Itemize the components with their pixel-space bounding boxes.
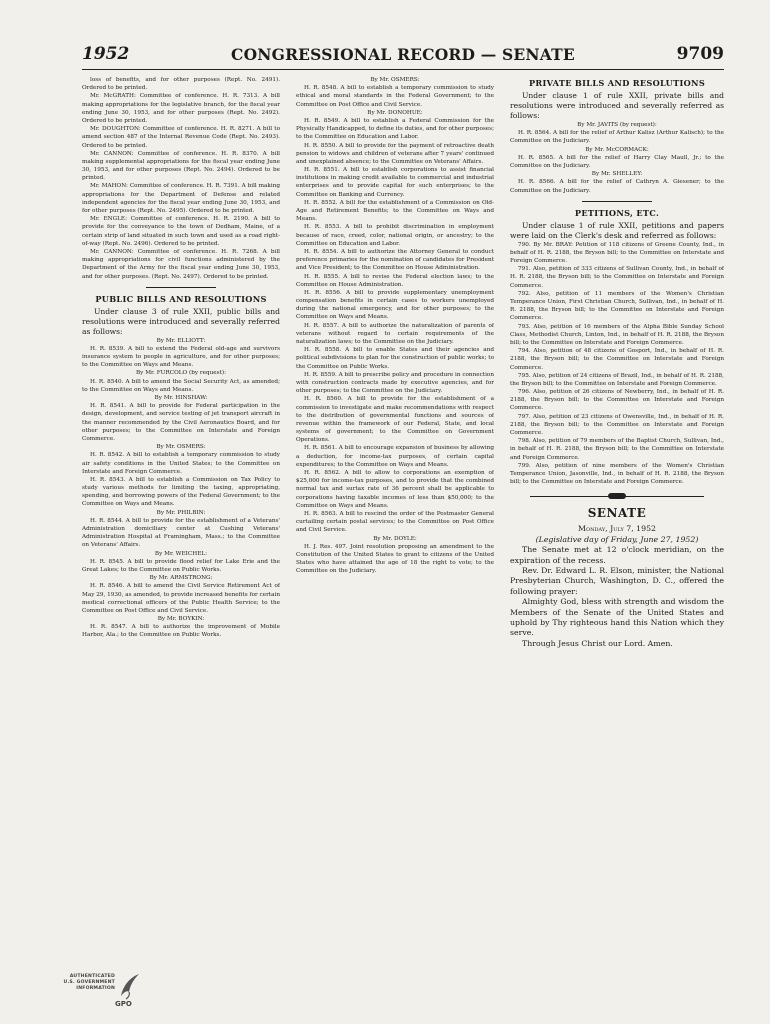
section-heading: SENATE bbox=[587, 506, 647, 521]
paragraph: 795. Also, petition of 24 citizens of Brazil, Ind., in behalf of H. R. 2188, the Bryson bill; to the Committee on Interstate and Foreign Commerce. bbox=[510, 372, 724, 387]
paragraph: H. R. 8551. A bill to establish corporations to assist financial institutions in making credit available to commercial and industrial enterprises and to provide capital for such enterprises; to the Committee on Banking and Currency. bbox=[296, 167, 494, 198]
paragraph: H. R. 8541. A bill to provide for Federal participation in the design, development, and service testing of jet transport aircraft in the manner recommended by the Civil Aeronautics Board, and for other purposes; to the Committee on Interstate and Foreign Commerce. bbox=[82, 403, 280, 442]
paragraph: H. R. 8539. A bill to extend the Federal old-age and survivors insurance system to people in agriculture, and for other purposes; to the Committee on Ways and Means. bbox=[82, 345, 280, 369]
paragraph: H. R. 8554. A bill to authorize the Attorney General to conduct preference primaries for the nomination of candidates for President and Vice President; to the Committee on House Administration. bbox=[296, 248, 494, 272]
section-heading: PETITIONS, ETC. bbox=[574, 207, 660, 218]
intro-paragraph: Under clause 1 of rule XXII, private bills and resolutions were introduced and severally referred as follows: bbox=[510, 91, 724, 120]
paragraph: The Senate met at 12 o'clock meridian, on the expiration of the recess. bbox=[510, 545, 724, 565]
sponsor-line: By Mr. OSMERS: bbox=[156, 444, 206, 451]
paragraph: Mr. ENGLE: Committee of conference. H. R. 2190. A bill to provide for the conveyance to the town of Dedham, Maine, of a certain strip of land situated in such town and used as a road right-of-way (Rept. No. 2496). Ordered to be printed. bbox=[82, 216, 280, 247]
column-left bbox=[82, 76, 280, 976]
paragraph: H. R. 8566. A bill for the relief of Cathryn A. Giesener; to the Committee on the Judiciary. bbox=[510, 179, 724, 194]
paragraph: H. R. 8544. A bill to provide for the establishment of a Veterans' Administration domiciliary center at Cushing Veterans' Administration Hospital at Framingham, Mass.; to the Committee on Veterans' Affairs. bbox=[82, 517, 280, 549]
paragraph: H. R. 8542. A bill to establish a temporary commission to study air safety conditions in the United States; to the Committee on Interstate and Foreign Commerce. bbox=[82, 452, 280, 475]
paragraph: H. R. 8563. A bill to rescind the order of the Postmaster General curtailing certain postal services; to the Committee on Post Office and Civil Service. bbox=[296, 510, 494, 534]
paragraph: H. R. 8545. A bill to provide flood relief for Lake Erie and the Great Lakes; to the Committee on Public Works. bbox=[82, 558, 280, 573]
eagle-icon bbox=[117, 972, 141, 1000]
paragraph: 792. Also, petition of 11 members of the Women's Christian Temperance Union, First Christian Church, Sullivan, Ind., in behalf of H. R. 2188, the Bryson bill; to the Committee on Interstate and Foreign Commerce. bbox=[510, 290, 724, 322]
paragraph: H. R. 8540. A bill to amend the Social Security Act, as amended; to the Committee on Ways and Means. bbox=[82, 378, 280, 393]
paragraph: H. R. 8543. A bill to establish a Commission on Tax Policy to study various methods for limiting the taxing, appropriating, spending, and borrowing powers of the Federal Government; to the Committee on Ways and Means. bbox=[82, 476, 280, 508]
gpo-authentication-logo bbox=[57, 972, 143, 1012]
paragraph: H. R. 8559. A bill to prescribe policy and procedure in connection with construction contracts made by executive agencies, and for other purposes; to the Committee on the Judiciary. bbox=[296, 371, 494, 395]
paragraph: H. R. 8548. A bill to establish a temporary commission to study ethical and moral standards in the Federal Government; to the Committee on Post Office and Civil Service. bbox=[296, 85, 494, 108]
paragraph: H. R. 8561. A bill to encourage expansion of business by allowing a deduction, for income-tax purposes, of certain capital expenditures; to the Committee on Ways and Means. bbox=[296, 445, 494, 468]
paragraph: 797. Also, petition of 23 citizens of Owensville, Ind., in behalf of H. R. 2188, the Bryson bill; to the Committee on Interstate and Foreign Commerce. bbox=[510, 413, 724, 436]
paragraph: Rev. Dr. Edward L. R. Elson, minister, the National Presbyterian Church, Washington, D. C., offered the following prayer: bbox=[510, 565, 724, 596]
paragraph: H. R. 8560. A bill to provide for the establishment of a commission to investigate and make recommendations with respect to the distribution of governmental functions and sources of revenue within the framework of our Federal, State, and local systems of government; to the Committee on Government Operations. bbox=[296, 396, 494, 444]
paragraph: H. R. 8557. A bill to authorize the naturalization of parents of veterans without regard to certain requirements of the naturalization laws; to the Committee on the Judiciary. bbox=[296, 322, 494, 345]
section-divider bbox=[146, 287, 216, 288]
sponsor-line: By Mr. FURCOLO (by request): bbox=[136, 370, 226, 377]
sponsor-line: By Mr. DOYLE: bbox=[373, 535, 417, 542]
paragraph: H. R. 8552. A bill for the establishment of a Commission on Old-Age and Retirement Benefits; to the Committee on Ways and Means. bbox=[296, 199, 494, 223]
paragraph: loss of benefits, and for other purposes (Rept. No. 2491). Ordered to be printed. bbox=[82, 77, 280, 92]
sponsor-line: By Mr. WEICHEL: bbox=[154, 550, 208, 557]
paragraph: 790. By Mr. BRAY: Petition of 118 citizens of Greene County, Ind., in behalf of H. R. 2188, the Bryson bill; to the Committee on Interstate and Foreign Commerce. bbox=[510, 241, 724, 265]
intro-paragraph: Under clause 1 of rule XXII, petitions and papers were laid on the Clerk's desk and referred as follows: bbox=[510, 220, 724, 240]
paragraph: Monday, July 7, 1952 bbox=[577, 524, 656, 534]
sponsor-line: By Mr. SHELLEY: bbox=[591, 171, 643, 178]
sponsor-line: By Mr. JAVITS (by request): bbox=[577, 122, 657, 128]
paragraph: (Legislative day of Friday, June 27, 1952) bbox=[535, 534, 699, 544]
logo-text: AUTHENTICATED U.S. GOVERNMENT INFORMATION bbox=[63, 974, 115, 991]
paragraph: H. R. 8555. A bill to revise the Federal election laws; to the Committee on House Administration. bbox=[296, 273, 494, 288]
sponsor-line: By Mr. PHILBIN: bbox=[156, 509, 206, 516]
header-year: 1952 bbox=[82, 44, 130, 64]
paragraph: H. R. 8564. A bill for the relief of Arthur Kalisz (Arthur Kalisch); to the Committee on the Judiciary. bbox=[510, 130, 724, 145]
paragraph: 793. Also, petition of 16 members of the Alpha Bible Sunday School Class, Methodist Church, Linton, Ind., in behalf of H. R. 2188, the Bryson bill; to the Committee on Interstate and Foreign Commerce. bbox=[510, 323, 724, 346]
paragraph: H. R. 8565. A bill for the relief of Harry Clay Maull, Jr.; to the Committee on the Judiciary. bbox=[510, 154, 724, 169]
paragraph: Mr. DOUGHTON: Committee of conference. H. R. 8271. A bill to amend section 487 of the Internal Revenue Code (Rept. No. 2493). Ordered to be printed. bbox=[82, 126, 280, 149]
section-divider bbox=[582, 201, 652, 202]
page-header bbox=[82, 44, 724, 68]
section-heading: PUBLIC BILLS AND RESOLUTIONS bbox=[95, 293, 267, 304]
paragraph: H. R. 8553. A bill to prohibit discrimination in employment because of race, creed, color, national origin, or ancestry; to the Committee on Education and Labor. bbox=[296, 224, 494, 247]
paragraph: H. R. 8558. A bill to enable States and their agencies and political subdivisions to plan for the construction of public works; to the Committee on Public Works. bbox=[296, 347, 494, 370]
paragraph: 791. Also, petition of 333 citizens of Sullivan County, Ind., in behalf of H. R. 2188, the Bryson bill; to the Committee on Interstate and Foreign Commerce. bbox=[510, 266, 724, 289]
paragraph: 796. Also, petition of 26 citizens of Newberry, Ind., in behalf of H. R. 2188, the Bryson bill; to the Committee on Interstate and Foreign Commerce. bbox=[510, 389, 724, 412]
sponsor-line: By Mr. HINSHAW: bbox=[154, 395, 208, 401]
logo-agency: GPO bbox=[115, 1000, 132, 1008]
paragraph: 798. Also, petition of 79 members of the Baptist Church, Sullivan, Ind., in behalf of H. R. 2188, the Bryson bill; to the Committee on Interstate and Foreign Commerce. bbox=[510, 438, 724, 461]
paragraph: H. R. 8556. A bill to provide supplementary unemployment compensation benefits in certain cases to workers unemployed during the national emergency, and for other purposes; to the Committee on Ways and Means. bbox=[296, 289, 494, 321]
paragraph: H. R. 8550. A bill to provide for the payment of retroactive death pension to widows and children of veterans after 7 years' continued and unexplained absence; to the Committee on Veterans' Affairs. bbox=[296, 142, 494, 165]
sponsor-line: By Mr. BOYKIN: bbox=[157, 616, 205, 623]
paragraph: Almighty God, bless with strength and wisdom the Members of the Senate of the United States and uphold by Thy righteous hand this Nation which they serve. bbox=[510, 597, 724, 638]
section-heading: PRIVATE BILLS AND RESOLUTIONS bbox=[528, 78, 706, 88]
paragraph: 799. Also, petition of nine members of the Women's Christian Temperance Union, Jasonville, Ind., in behalf of H. R. 2188, the Bryson bill; to the Committee on Interstate and Foreign Commerce. bbox=[510, 462, 724, 486]
sponsor-line: By Mr. ARMSTRONG: bbox=[149, 575, 213, 582]
header-rule bbox=[82, 69, 724, 70]
paragraph: Mr. McGRATH: Committee of conference. H. R. 7313. A bill making appropriations for the legislative branch, for the fiscal year ending June 30, 1953, and for other purposes (Rept. No. 2492). Ordered to be printed. bbox=[82, 93, 280, 124]
header-title: CONGRESSIONAL RECORD — SENATE bbox=[231, 45, 575, 64]
column-middle bbox=[296, 76, 494, 976]
paragraph: H. R. 8549. A bill to establish a Federal Commission for the Physically Handicapped, to define its duties, and for other purposes; to the Committee on Education and Labor. bbox=[296, 117, 494, 141]
sponsor-line: By Mr. ELLIOTT: bbox=[156, 337, 206, 344]
intro-paragraph: Under clause 3 of rule XXII, public bills and resolutions were introduced and severally referred as follows: bbox=[82, 306, 280, 336]
paragraph: Through Jesus Christ our Lord. Amen. bbox=[522, 638, 673, 648]
sponsor-line: By Mr. DONOHUE: bbox=[367, 109, 423, 116]
paragraph: 794. Also, petition of 48 citizens of Gosport, Ind., in behalf of H. R. 2188, the Bryson bill; to the Committee on Interstate and Foreign Commerce. bbox=[510, 348, 724, 371]
paragraph: H. R. 8546. A bill to amend the Civil Service Retirement Act of May 29, 1930, as amended, to provide increased benefits for certain medical correctional officers of the Public Health Service; to the Committee on Post Office and Civil Service. bbox=[82, 583, 280, 614]
sponsor-line: By Mr. McCORMACK: bbox=[585, 146, 649, 153]
ornament-divider bbox=[530, 493, 704, 499]
header-page-number: 9709 bbox=[676, 44, 724, 64]
paragraph: H. R. 8562. A bill to allow to corporations an exemption of $25,000 for income-tax purposes, and to provide that the combined normal tax and surtax rate of 36 percent shall be applicable to corporations having taxable incomes of less than $50,000; to the Committee on Ways and Means. bbox=[296, 470, 494, 509]
paragraph: Mr. CANNON: Committee of conference. H. R. 8370. A bill making supplemental appropriations for the fiscal year ending June 30, 1953, and for other purposes (Rept. No. 2494). Ordered to be printed. bbox=[82, 150, 280, 182]
paragraph: Mr. MAHON: Committee of conference. H. R. 7391. A bill making appropriations for the Department of Defense and related independent agencies for the fiscal year ending June 30, 1953, and for other purposes (Rept. No. 2495). Ordered to be printed. bbox=[82, 183, 280, 214]
column-right bbox=[510, 76, 724, 976]
paragraph: H. J. Res. 497. Joint resolution proposing an amendment to the Constitution of the United States to grant to citizens of the United States who have attained the age of 18 the right to vote; to the Committee on the Judiciary. bbox=[296, 543, 494, 575]
sponsor-line: By Mr. OSMERS: bbox=[370, 77, 420, 83]
paragraph: H. R. 8547. A bill to authorize the improvement of Mobile Harbor, Ala.; to the Committee on Public Works. bbox=[82, 624, 280, 639]
paragraph: Mr. CANNON: Committee of conference. H. R. 7268. A bill making appropriations for civil functions administered by the Department of the Army for the fiscal year ending June 30, 1953, and for other purposes. (Rept. No. 2497). Ordered to be printed. bbox=[82, 248, 280, 280]
